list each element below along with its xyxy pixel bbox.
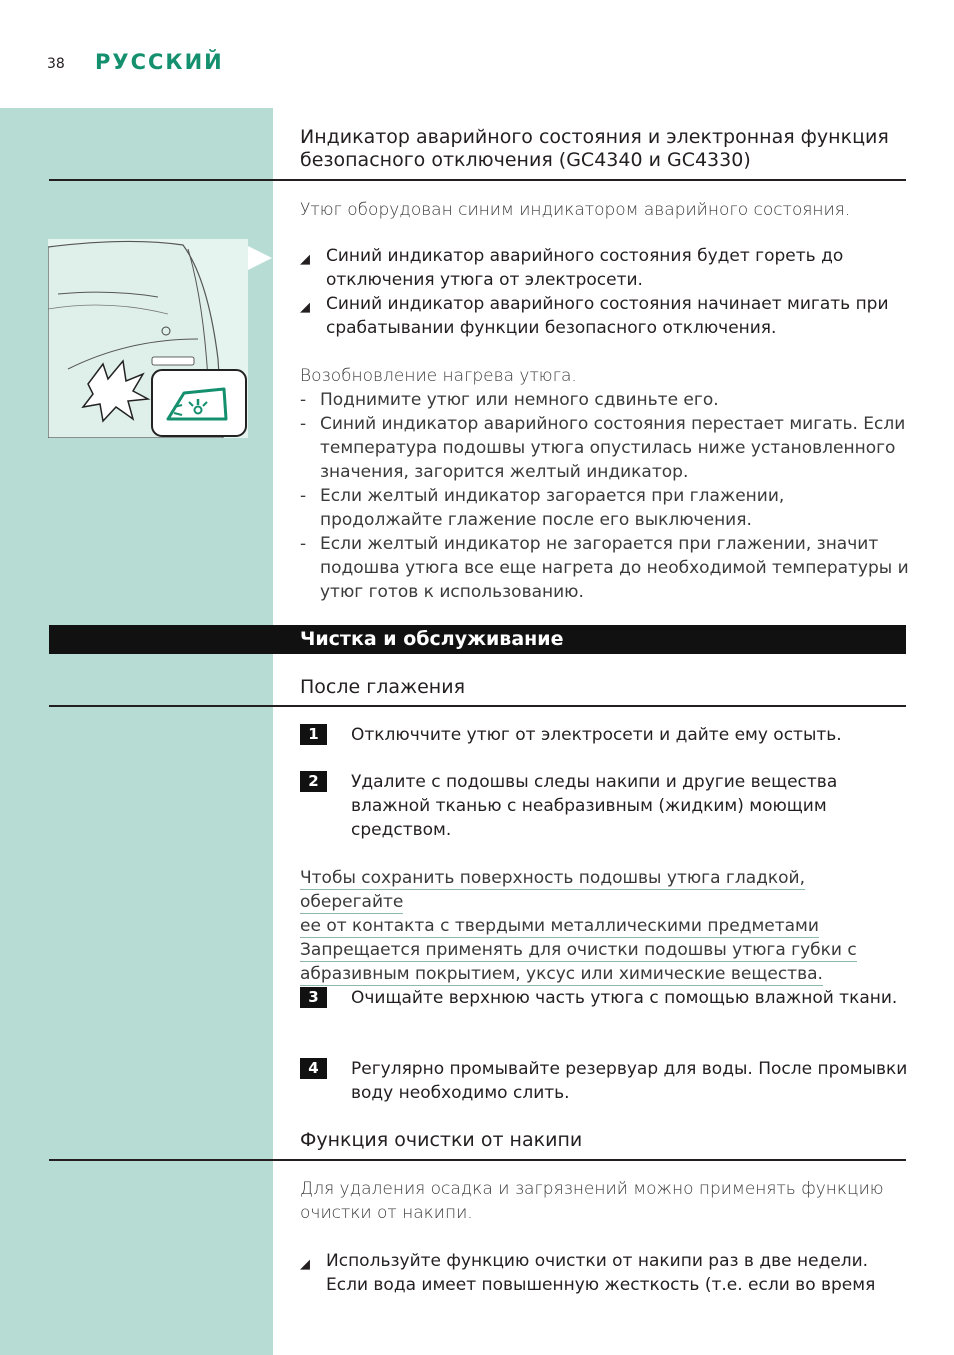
step-text: Регулярно промывайте резервуар для воды. После промывки воду необходимо слить. (351, 1059, 908, 1103)
page-number: 38 (47, 56, 65, 72)
step-text: Отключчите утюг от электросети и дайте ему остыть. (351, 725, 842, 745)
note-text (300, 866, 910, 986)
dash-marker: - (300, 390, 307, 410)
step-item (300, 1057, 910, 1105)
note-line: абразивным покрытием, уксус или химические вещества. (300, 964, 823, 984)
dash-item (300, 388, 910, 412)
bullet-item (300, 244, 910, 292)
step-item (300, 986, 910, 1010)
dash-text: Если желтый индикатор не загорается при глажении, значит подошва утюга все еще нагрета до необходимой температуры и утюг готов к использованию. (320, 534, 909, 602)
subsection-title-after-ironing: После глажения (300, 676, 466, 698)
illustration-pointer (248, 246, 272, 270)
bullet-arrow-icon: ◢ (300, 1257, 310, 1272)
bullet-text: Синий индикатор аварийного состояния будет гореть до отключения утюга от электросети. (326, 246, 844, 290)
note-line: ее от контакта с твердыми металлическими предметами (300, 916, 819, 936)
dash-marker: - (300, 486, 307, 506)
subsection-title-descale: Функция очистки от накипи (300, 1129, 583, 1151)
section-title-cleaning: Чистка и обслуживание (300, 628, 564, 650)
step-text: Удалите с подошвы следы накипи и другие вещества влажной тканью с неабразивным (жидким) моющим средством. (351, 772, 838, 840)
resume-label: Возобновление нагрева утюга. (300, 366, 577, 386)
step-item (300, 770, 910, 842)
iron-illustration (48, 239, 248, 438)
dash-item (300, 532, 910, 604)
language-heading: РУССКИЙ (95, 50, 224, 74)
step-number: 1 (300, 724, 327, 745)
step-text: Очищайте верхнюю часть утюга с помощью влажной ткани. (351, 988, 898, 1008)
divider (49, 705, 906, 707)
bullet-arrow-icon: ◢ (300, 300, 310, 315)
dash-text: Синий индикатор аварийного состояния перестает мигать. Если температура подошвы утюга опустилась ниже установленного значения, загорится желтый индикатор. (320, 414, 906, 482)
dash-marker: - (300, 414, 307, 434)
step-number: 2 (300, 771, 327, 792)
bullet-item (300, 292, 910, 340)
dash-text: Поднимите утюг или немного сдвиньте его. (320, 390, 719, 410)
step-number: 4 (300, 1058, 327, 1079)
bullet-item (300, 1249, 910, 1297)
divider (49, 179, 906, 181)
dash-text: Если желтый индикатор загорается при глажении, продолжайте глажение после его выключения. (320, 486, 785, 530)
step-number: 3 (300, 987, 327, 1008)
dash-marker: - (300, 534, 307, 554)
section-title-safety: Индикатор аварийного состояния и электронная функция безопасного отключения (GC4340 и GC4330) (300, 126, 889, 171)
dash-item (300, 484, 910, 532)
dash-item (300, 412, 910, 484)
bullet-text: Используйте функцию очистки от накипи раз в две недели. Если вода имеет повышенную жесткость (т.е. если во время (326, 1251, 876, 1295)
note-line: Чтобы сохранить поверхность подошвы утюга гладкой, оберегайте (300, 868, 805, 912)
intro-text: Утюг оборудован синим индикатором аварийного состояния. (300, 200, 851, 220)
iron-drawing (48, 239, 248, 438)
descale-intro: Для удаления осадка и загрязнений можно применять функцию очистки от накипи. (300, 1179, 884, 1223)
divider (49, 1159, 906, 1161)
bullet-text: Синий индикатор аварийного состояния начинает мигать при срабатывании функции безопасного отключения. (326, 294, 889, 338)
note-line: Запрещается применять для очистки подошвы утюга губки с (300, 940, 857, 960)
step-item (300, 723, 910, 747)
bullet-arrow-icon: ◢ (300, 252, 310, 267)
